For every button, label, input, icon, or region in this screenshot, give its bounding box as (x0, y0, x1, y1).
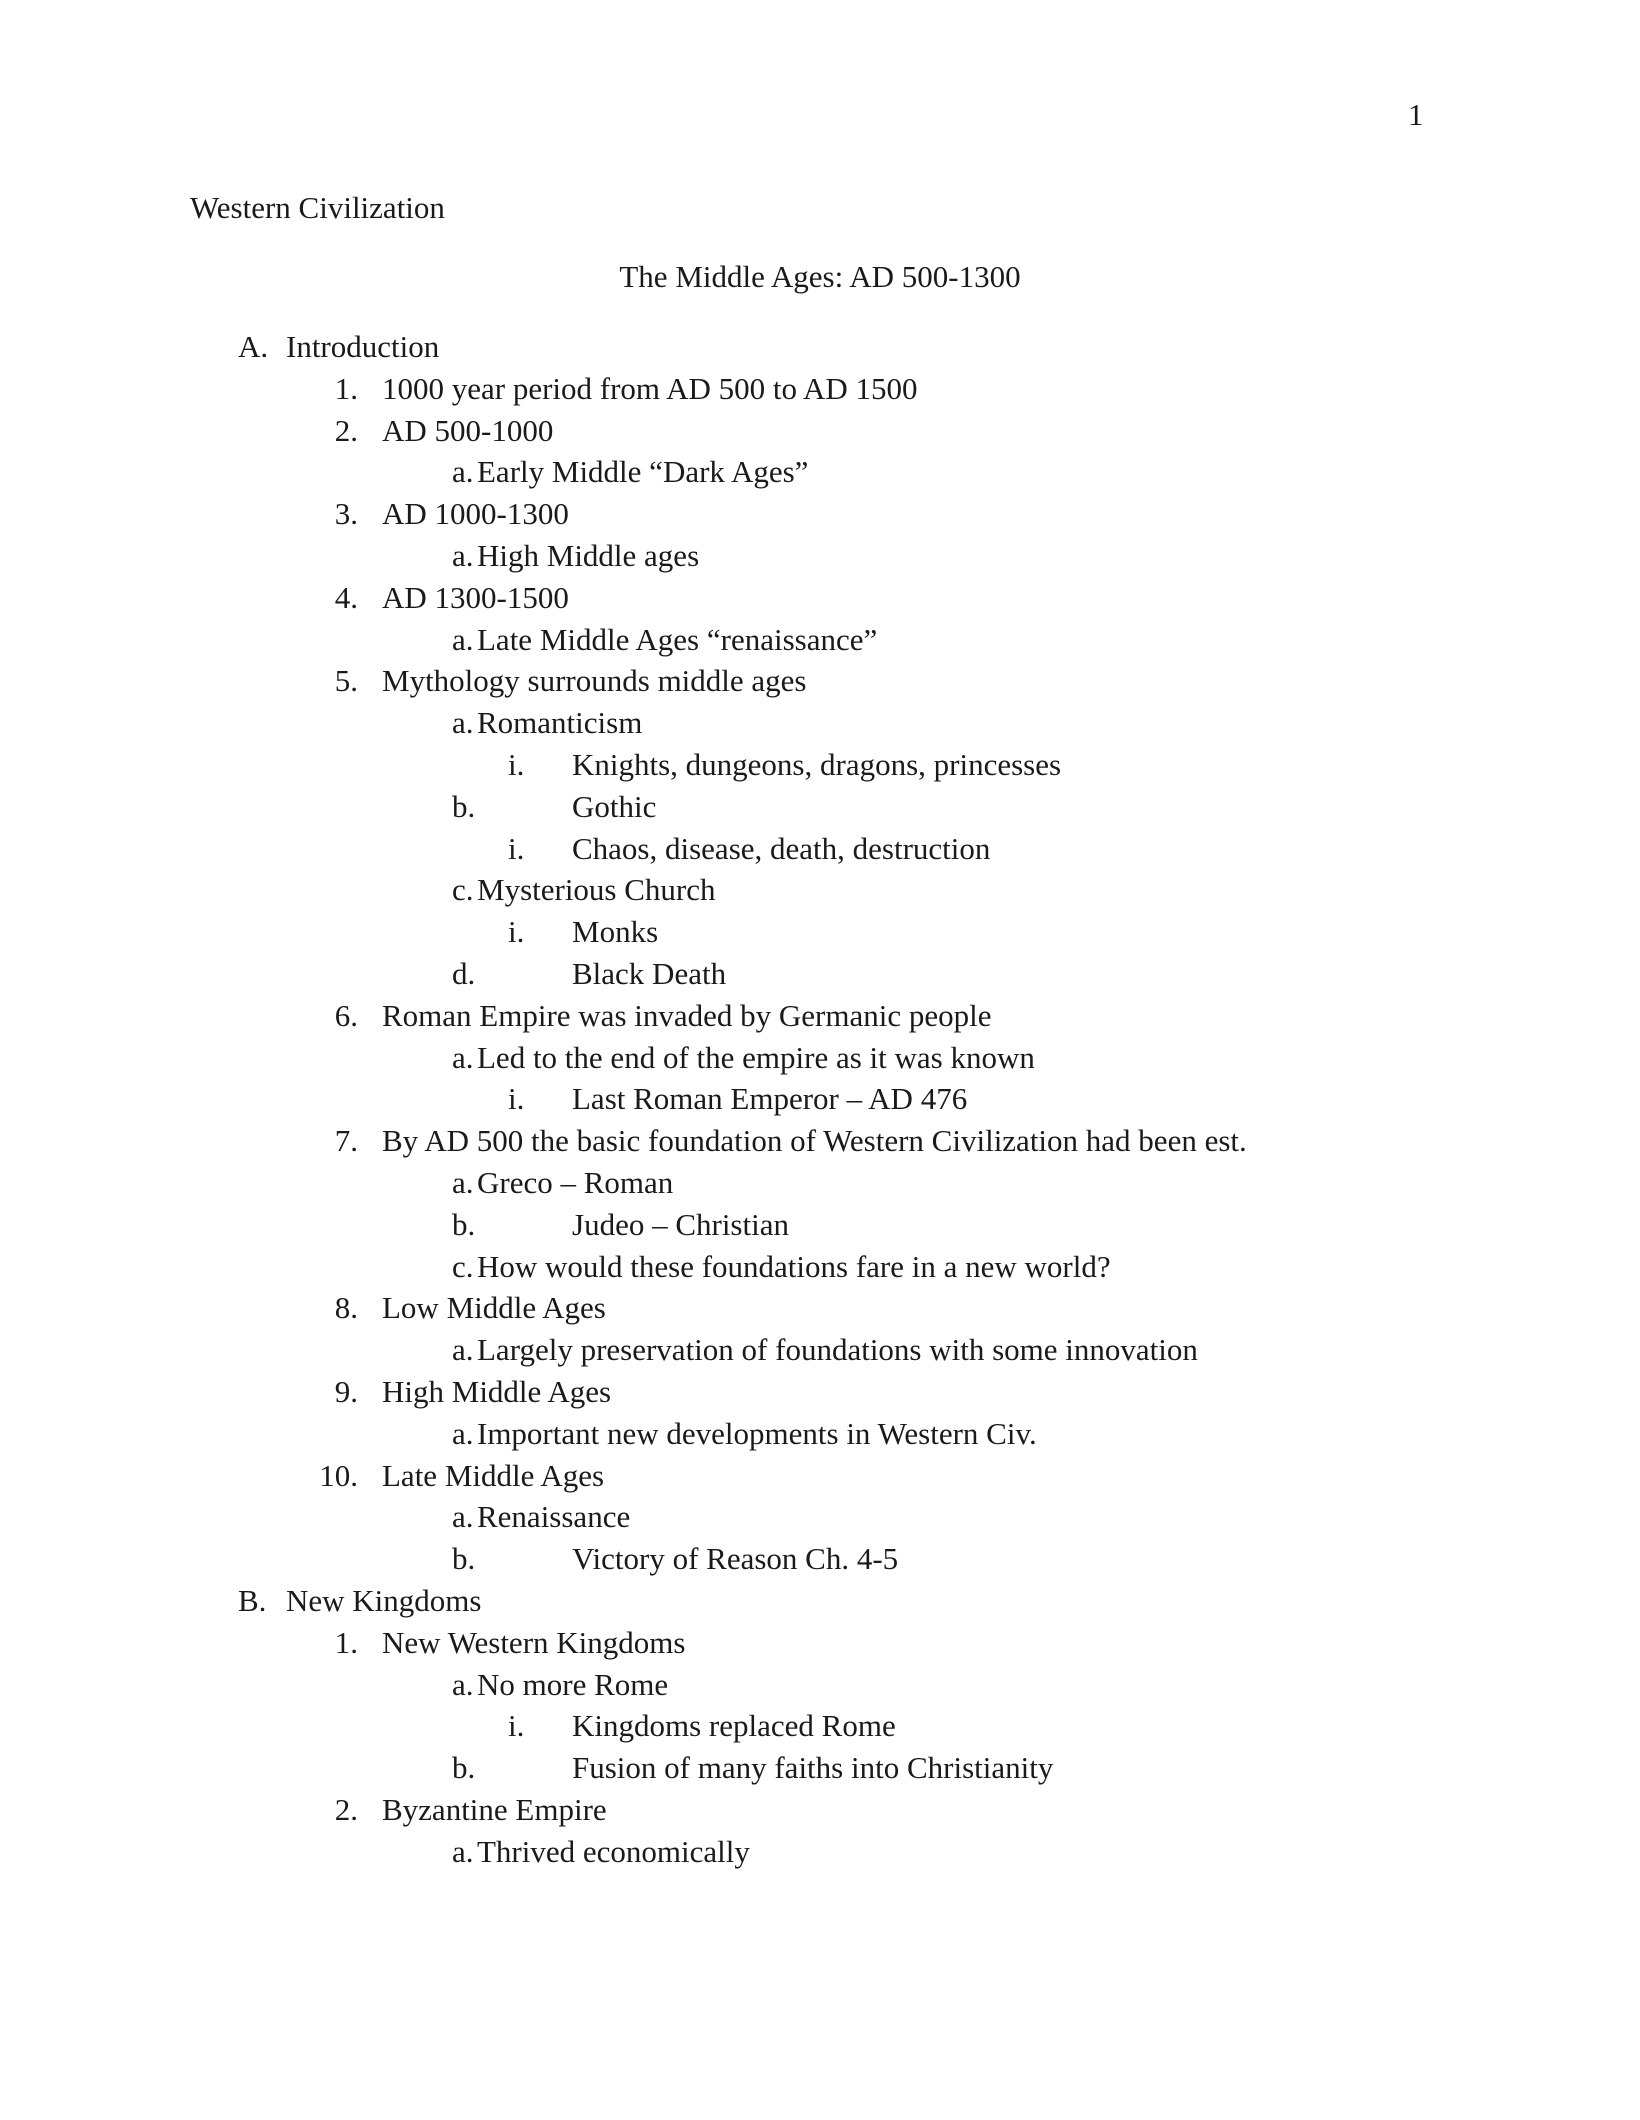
outline-marker: c. (452, 872, 474, 908)
outline-item (0, 493, 1640, 535)
outline-marker: 6. (334, 997, 358, 1033)
outline-item (0, 1455, 1640, 1497)
outline-marker: a. (452, 621, 474, 657)
outline-text: 1000 year period from AD 500 to AD 1500 (382, 370, 918, 406)
outline-item (0, 410, 1640, 452)
outline-item (0, 953, 1640, 995)
outline-text: Important new developments in Western Civ. (477, 1415, 1037, 1451)
outline-item (0, 786, 1640, 828)
outline-item (0, 1246, 1640, 1288)
outline-marker: i. (508, 1708, 525, 1744)
outline-text: Byzantine Empire (382, 1791, 607, 1827)
outline-item (0, 1831, 1640, 1873)
outline-marker: d. (452, 955, 476, 991)
outline-marker: 1. (334, 370, 358, 406)
outline-text: Knights, dungeons, dragons, princesses (572, 746, 1062, 782)
outline-marker: 8. (334, 1290, 358, 1326)
outline-text: Thrived economically (477, 1833, 750, 1869)
outline-item (0, 1287, 1640, 1329)
outline-text: Victory of Reason Ch. 4-5 (572, 1541, 899, 1577)
outline-marker: 1. (334, 1624, 358, 1660)
outline-text: Fusion of many faiths into Christianity (572, 1750, 1054, 1786)
outline-marker: a. (452, 454, 474, 490)
outline-text: Judeo – Christian (572, 1206, 789, 1242)
outline-marker: B. (238, 1582, 267, 1618)
outline-text: Renaissance (477, 1499, 631, 1535)
outline-text: Introduction (286, 329, 440, 364)
outline-item (0, 1538, 1640, 1580)
outline-item (0, 1037, 1640, 1079)
outline-item (0, 995, 1640, 1037)
outline-item (0, 451, 1640, 493)
outline-text: AD 1300-1500 (382, 579, 569, 615)
outline-item (0, 828, 1640, 870)
outline-text: Mysterious Church (477, 872, 716, 908)
outline-text: AD 500-1000 (382, 412, 554, 448)
outline-text: AD 1000-1300 (382, 496, 569, 532)
outline-marker: a. (452, 537, 474, 573)
outline-text: Black Death (572, 955, 727, 991)
outline-text: Roman Empire was invaded by Germanic people (382, 997, 992, 1033)
course-title: Western Civilization (190, 190, 445, 225)
outline-marker: 10. (319, 1457, 358, 1493)
outline-marker: b. (452, 1541, 476, 1577)
outline-text: How would these foundations fare in a new world? (477, 1248, 1111, 1284)
outline-marker: 4. (334, 579, 358, 615)
outline-item (0, 1329, 1640, 1371)
outline-item (0, 577, 1640, 619)
outline-item (0, 1078, 1640, 1120)
outline-item (0, 1496, 1640, 1538)
outline-marker: 3. (334, 496, 358, 532)
outline-marker: b. (452, 1206, 476, 1242)
outline-text: No more Rome (477, 1666, 669, 1702)
outline-text: Monks (572, 914, 659, 950)
outline-text: Kingdoms replaced Rome (572, 1708, 896, 1744)
outline-marker: c. (452, 1248, 474, 1284)
outline-text: Low Middle Ages (382, 1290, 606, 1326)
outline-text: Romanticism (477, 705, 643, 741)
outline-marker: a. (452, 1039, 474, 1075)
outline-text: Last Roman Emperor – AD 476 (572, 1081, 968, 1117)
outline-text: High Middle Ages (382, 1373, 612, 1409)
outline-marker: 2. (334, 412, 358, 448)
outline-item (0, 1371, 1640, 1413)
outline-item (0, 368, 1640, 410)
outline-item (0, 535, 1640, 577)
outline-marker: 5. (334, 663, 358, 699)
outline-marker: a. (452, 1833, 474, 1869)
outline-item (0, 869, 1640, 911)
outline-marker: 7. (334, 1123, 358, 1159)
outline-item (0, 1580, 1640, 1622)
outline-text: Greco – Roman (477, 1164, 674, 1200)
outline-marker: i. (508, 914, 525, 950)
outline-marker: a. (452, 1499, 474, 1535)
outline-item (0, 1705, 1640, 1747)
outline-item (0, 1204, 1640, 1246)
outline-text: Mythology surrounds middle ages (382, 663, 807, 699)
outline-marker: 9. (334, 1373, 358, 1409)
outline-item (0, 326, 1640, 368)
outline-marker: 2. (334, 1791, 358, 1827)
outline-text: Late Middle Ages (382, 1457, 605, 1493)
outline-text: New Western Kingdoms (382, 1624, 686, 1660)
outline-text: Led to the end of the empire as it was known (477, 1039, 1035, 1075)
outline-text: By AD 500 the basic foundation of Western Civilization had been est. (382, 1123, 1247, 1159)
outline-text: Early Middle “Dark Ages” (477, 454, 809, 490)
outline-text: Late Middle Ages “renaissance” (477, 621, 878, 657)
outline-marker: i. (508, 1081, 525, 1117)
outline-item (0, 1664, 1640, 1706)
outline-marker: a. (452, 1415, 474, 1451)
outline-item (0, 911, 1640, 953)
outline-marker: a. (452, 1666, 474, 1702)
outline-marker: b. (452, 788, 476, 824)
outline-item (0, 702, 1640, 744)
outline-item (0, 619, 1640, 661)
outline-marker: i. (508, 746, 525, 782)
outline-item (0, 660, 1640, 702)
outline-text: Gothic (572, 788, 657, 824)
outline-marker: a. (452, 1164, 474, 1200)
outline-item (0, 1162, 1640, 1204)
outline-item (0, 1747, 1640, 1789)
outline-marker: i. (508, 830, 525, 866)
outline-item (0, 1622, 1640, 1664)
outline-marker: a. (452, 1332, 474, 1368)
outline-marker: A. (238, 329, 269, 364)
outline-list (0, 326, 1640, 1872)
outline-item (0, 1120, 1640, 1162)
outline-text: New Kingdoms (286, 1582, 482, 1618)
page-number: 1 (1408, 97, 1424, 132)
outline-item (0, 1789, 1640, 1831)
outline-marker: b. (452, 1750, 476, 1786)
outline-text: Largely preservation of foundations with some innovation (477, 1332, 1198, 1368)
outline-text: High Middle ages (477, 537, 700, 573)
outline-item (0, 1413, 1640, 1455)
outline-marker: a. (452, 705, 474, 741)
outline-text: Chaos, disease, death, destruction (572, 830, 991, 866)
outline-item (0, 744, 1640, 786)
document-title: The Middle Ages: AD 500-1300 (619, 259, 1021, 294)
